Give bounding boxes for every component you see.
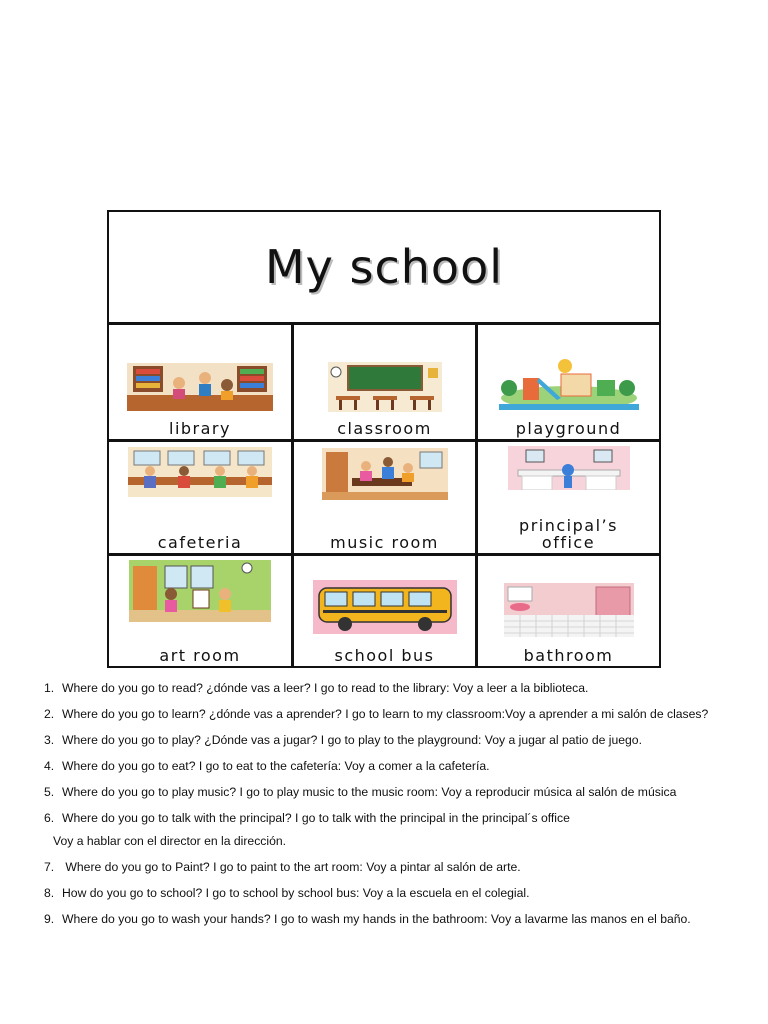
cell-label: music room (330, 533, 439, 552)
cafeteria-illustration (128, 447, 272, 497)
list-item (44, 756, 764, 782)
library-illustration (127, 363, 273, 411)
item-number: 7. (44, 860, 55, 874)
music-room-illustration (322, 448, 448, 500)
item-number: 5. (44, 785, 55, 799)
item-number: 3. (44, 733, 55, 747)
cell-cafeteria (109, 442, 291, 553)
places-grid (109, 325, 659, 666)
art-room-illustration (129, 560, 271, 622)
list-item (44, 704, 764, 730)
cell-bathroom (478, 556, 659, 666)
cell-label: principal’s office (519, 516, 618, 552)
item-text: Where do you go to Paint? I go to paint to the art room: Voy a pintar al salón de arte. (62, 860, 521, 874)
cell-classroom (294, 325, 475, 439)
item-text: Where do you go to play? ¿Dónde vas a jugar? I go to play to the playground: Voy a jugar al patio de juego. (62, 733, 642, 747)
cell-label: bathroom (523, 646, 614, 665)
item-number: 2. (44, 707, 55, 721)
classroom-illustration (328, 362, 442, 412)
page-title: My school (264, 240, 503, 294)
question-list (44, 678, 764, 935)
item-text: Where do you go to read? ¿dónde vas a leer? I go to read to the library: Voy a leer a la biblioteca. (62, 681, 589, 695)
cell-label: art room (159, 646, 241, 665)
list-item (44, 782, 764, 808)
item-number: 6. (44, 811, 55, 825)
list-item (44, 857, 764, 883)
item-text: Where do you go to learn? ¿dónde vas a aprender? I go to learn to my classroom:Voy a aprender a mi salón de clases? (62, 707, 709, 721)
cell-school-bus (294, 556, 475, 666)
list-item (44, 883, 764, 909)
item-number: 4. (44, 759, 55, 773)
cell-label: library (169, 419, 231, 438)
school-bus-illustration (313, 580, 457, 634)
cell-label: classroom (337, 419, 432, 438)
item-text: Where do you go to eat? I go to eat to the cafetería: Voy a comer a la cafetería. (62, 759, 490, 773)
item-text: Where do you go to talk with the principal? I go to talk with the principal in the principal´s office (62, 811, 570, 825)
item-text: Where do you go to wash your hands? I go to wash my hands in the bathroom: Voy a lavarme las manos en el baño. (62, 912, 691, 926)
cell-playground (478, 325, 659, 439)
cell-library (109, 325, 291, 439)
playground-illustration (499, 358, 639, 412)
list-item (44, 678, 764, 704)
item-text: How do you go to school? I go to school by school bus: Voy a la escuela en el colegial. (62, 886, 530, 900)
cell-music-room (294, 442, 475, 553)
list-item-continuation: Voy a hablar con el director en la dirección. (53, 834, 287, 848)
item-text: Where do you go to play music? I go to play music to the music room: Voy a reproducir música al salón de música (62, 785, 677, 799)
item-number: 8. (44, 886, 55, 900)
cell-label: school bus (334, 646, 435, 665)
principals-office-illustration (508, 446, 630, 490)
item-number: 1. (44, 681, 55, 695)
list-item (44, 730, 764, 756)
list-item (44, 909, 764, 935)
my-school-board (107, 210, 661, 668)
cell-label: cafeteria (157, 533, 243, 552)
cell-art-room (109, 556, 291, 666)
cell-principals-office (478, 442, 659, 553)
cell-label: playground (515, 419, 622, 438)
item-number: 9. (44, 912, 55, 926)
bathroom-illustration (504, 583, 634, 637)
title-cell (109, 212, 659, 325)
